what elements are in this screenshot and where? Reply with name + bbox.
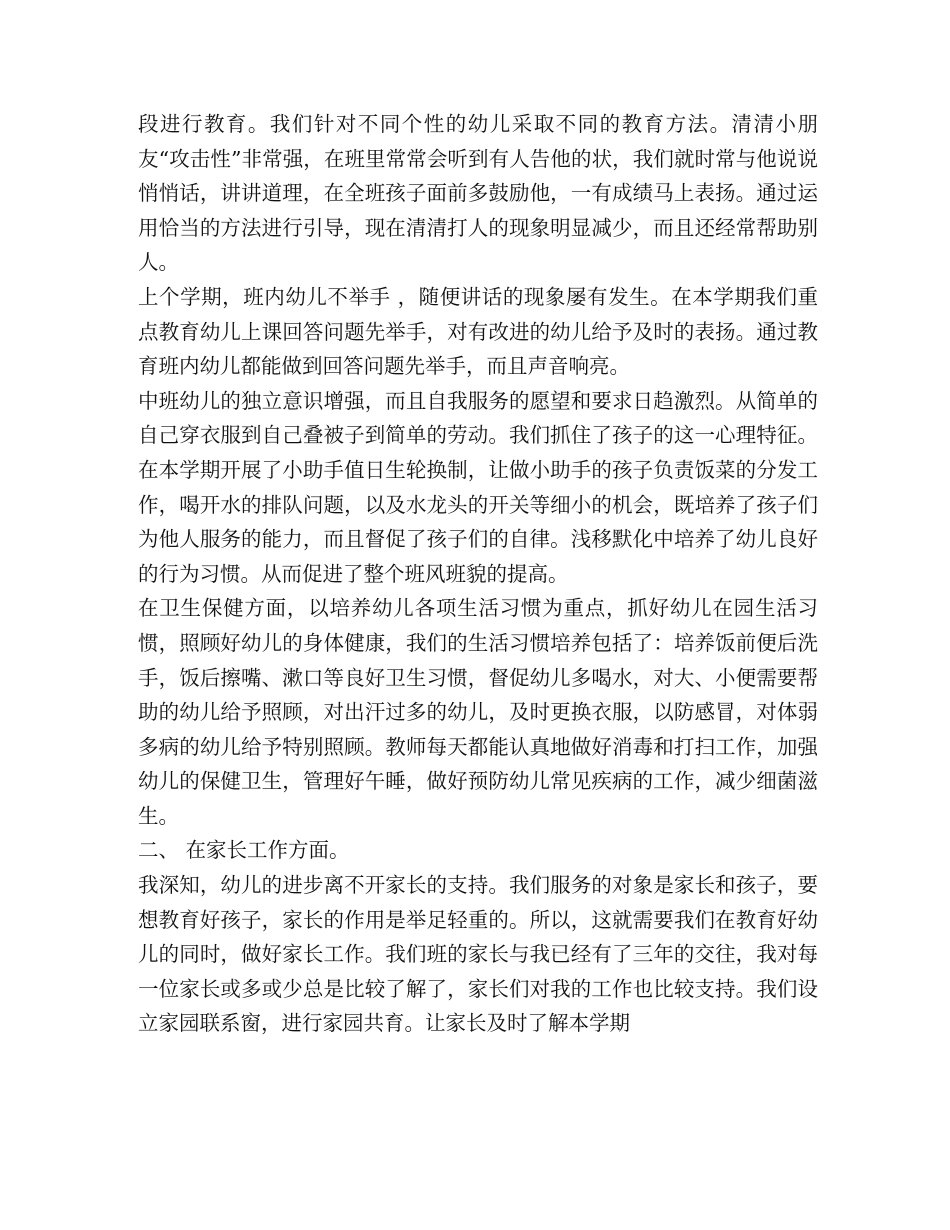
paragraph-health-care: 在卫生保健方面，以培养幼儿各项生活习惯为重点，抓好幼儿在园生活习惯，照顾好幼儿的身体健康，我们的生活习惯培养包括了：培养饭前便后洗手，饭后擦嘴、漱口等良好卫生习惯，督促幼儿多喝水，对大、小便需要帮助的幼儿给予照顾，对出汗过多的幼儿，及时更换衣服，以防感冒，对体弱多病的幼儿给予特别照顾。教师每天都能认真地做好消毒和打扫工作，加强幼儿的保健卫生，管理好午睡，做好预防幼儿常见疾病的工作，减少细菌滋生。 <box>138 596 818 828</box>
paragraph-parent-support: 我深知，幼儿的进步离不开家长的支持。我们服务的对象是家长和孩子，要想教育好孩子，家长的作用是举足轻重的。所以，这就需要我们在教育好幼儿的同时，做好家长工作。我们班的家长与我已经有了三年的交往，我对每一位家长或多或少总是比较了解了，家长们对我的工作也比较支持。我们设立家园联系窗，进行家园共育。让家长及时了解本学期 <box>138 873 818 1036</box>
section-heading-parent-work: 二、 在家长工作方面。 <box>138 838 350 863</box>
document-page <box>138 107 818 1041</box>
paragraph-raise-hand: 上个学期，班内幼儿不举手 ，随便讲话的现象屡有发生。在本学期我们重点教育幼儿上课回答问题先举手，对有改进的幼儿给予及时的表扬。通过教育班内幼儿都能做到回答问题先举手，而且声音响亮。 <box>138 284 818 379</box>
paragraph-individual-education: 段进行教育。我们针对不同个性的幼儿采取不同的教育方法。清清小朋友“攻击性”非常强，在班里常常会听到有人告他的状，我们就时常与他说说悄悄话，讲讲道理，在全班孩子面前多鼓励他，一有成绩马上表扬。通过运用恰当的方法进行引导，现在清清打人的现象明显减少，而且还经常帮助别人。 <box>138 112 818 275</box>
paragraph-self-service: 中班幼儿的独立意识增强，而且自我服务的愿望和要求日趋激烈。从简单的自己穿衣服到自己叠被子到简单的劳动。我们抓住了孩子的这一心理特征。在本学期开展了小助手值日生轮换制，让做小助手的孩子负责饭菜的分发工作，喝开水的排队问题，以及水龙头的开关等细小的机会，既培养了孩子们为他人服务的能力，而且督促了孩子们的自律。浅移默化中培养了幼儿良好的行为习惯。从而促进了整个班风班貌的提高。 <box>138 388 818 586</box>
